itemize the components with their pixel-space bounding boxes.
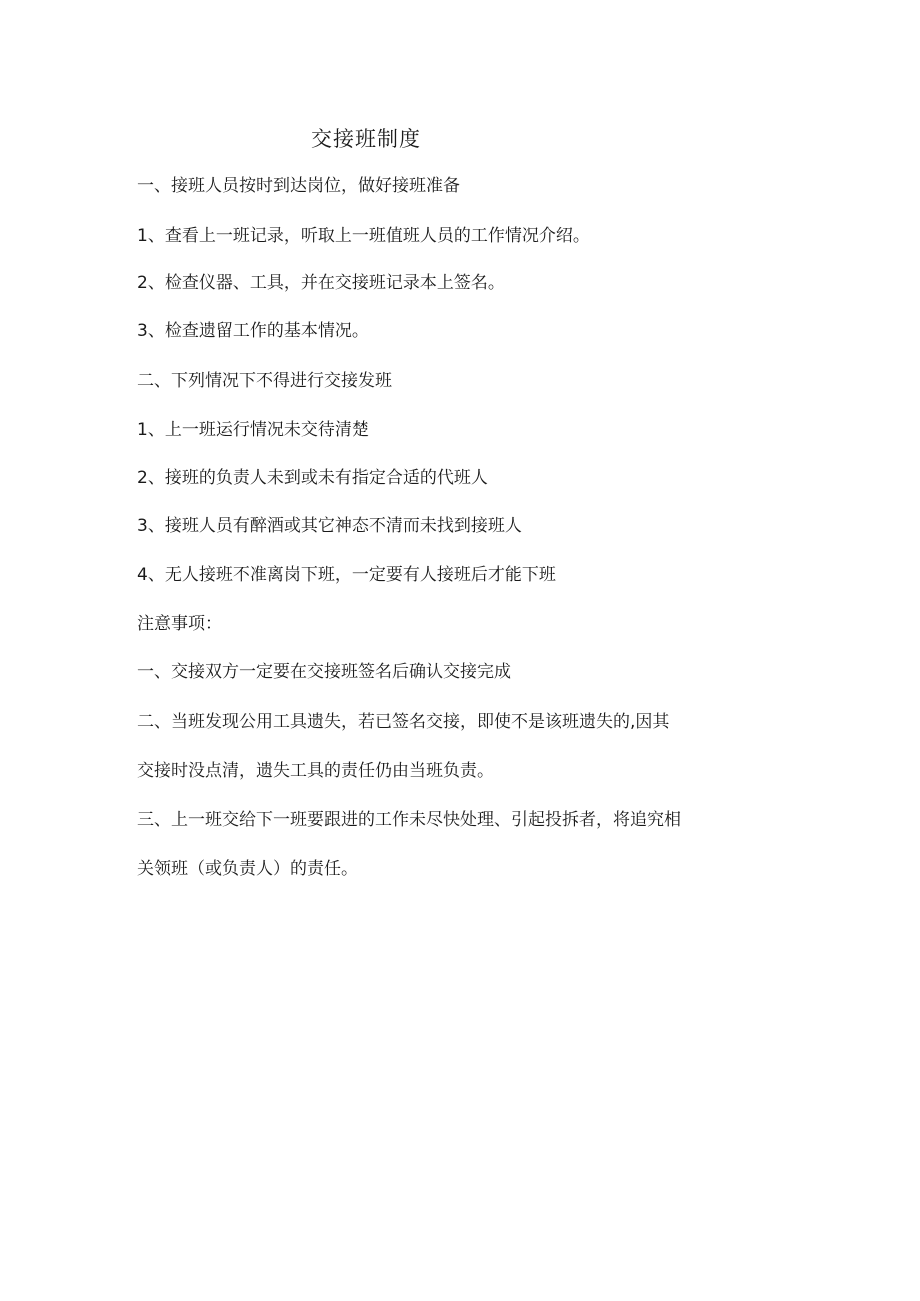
paragraph-line: 4、无人接班不准离岗下班，一定要有人接班后才能下班 xyxy=(137,565,556,585)
section-heading-2: 二、下列情况下不得进行交接发班 xyxy=(137,371,392,391)
paragraph-line: 2、检查仪器、工具，并在交接班记录本上签名。 xyxy=(137,273,505,293)
paragraph-line: 1、查看上一班记录，听取上一班值班人员的工作情况介绍。 xyxy=(137,226,590,246)
section-heading-1: 一、接班人员按时到达岗位，做好接班准备 xyxy=(137,176,460,196)
document-title: 交接班制度 xyxy=(311,127,421,151)
paragraph-line: 3、检查遗留工作的基本情况。 xyxy=(137,321,369,341)
paragraph-line: 交接时没点清，遗失工具的责任仍由当班负责。 xyxy=(137,761,494,781)
paragraph-line: 1、上一班运行情况未交待清楚 xyxy=(137,420,369,440)
paragraph-line: 3、接班人员有醉酒或其它神态不清而未找到接班人 xyxy=(137,516,522,536)
notes-heading: 注意事项： xyxy=(137,614,222,634)
paragraph-line: 三、上一班交给下一班要跟进的工作未尽快处理、引起投拆者，将追究相 xyxy=(137,810,681,830)
paragraph-line: 一、交接双方一定要在交接班签名后确认交接完成 xyxy=(137,662,511,682)
paragraph-line: 关领班（或负责人）的责任。 xyxy=(137,859,358,879)
paragraph-line: 2、接班的负责人未到或未有指定合适的代班人 xyxy=(137,468,488,488)
paragraph-line: 二、当班发现公用工具遗失，若已签名交接，即使不是该班遗失的,因其 xyxy=(137,712,670,732)
